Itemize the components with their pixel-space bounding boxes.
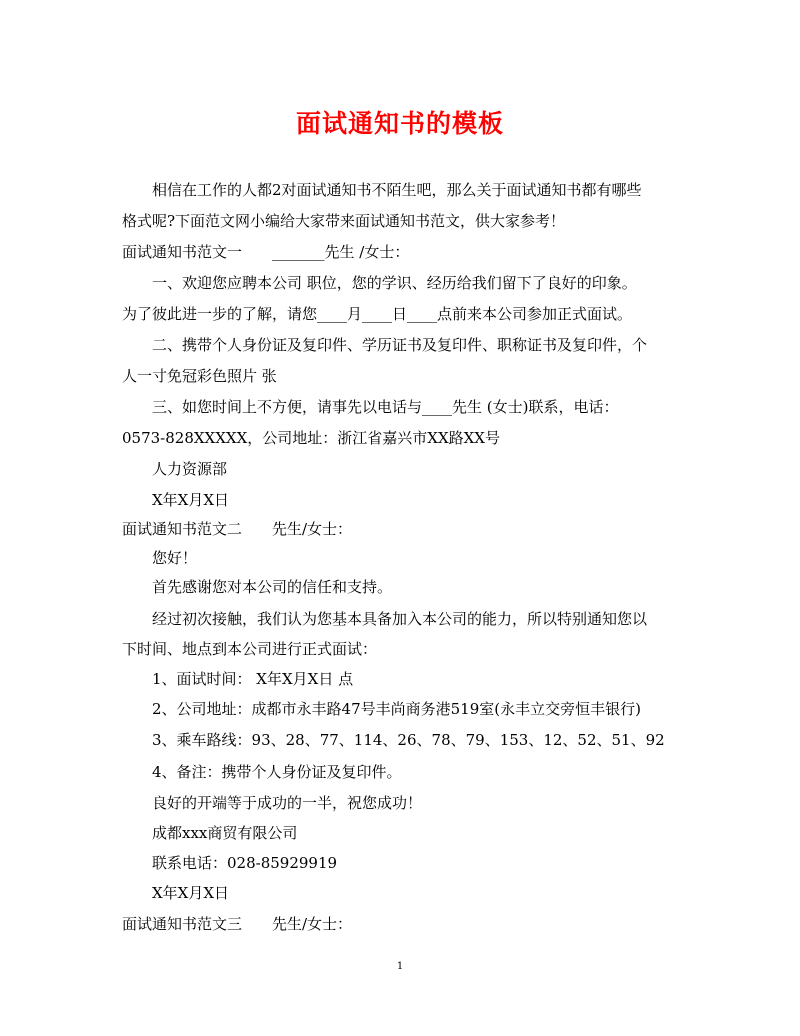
paragraph-line: 三、如您时间上不方便，请事先以电话与____先生 (女士)联系，电话： [152, 398, 619, 416]
sample-one-heading: 面试通知书范文一 _______先生 /女士： [122, 243, 410, 261]
greeting: 您好！ [152, 549, 198, 567]
list-item: 1、面试时间： X年X月X日 点 [152, 670, 354, 688]
list-item: 2、公司地址：成都市永丰路47号丰尚商务港519室(永丰立交旁恒丰银行) [152, 700, 641, 718]
paragraph-line: 人一寸免冠彩色照片 张 [122, 367, 277, 385]
list-item: 4、备注：携带个人身份证及复印件。 [152, 763, 402, 781]
sample-two-heading: 面试通知书范文二 先生/女士： [122, 520, 353, 538]
document-title: 面试通知书的模板 [295, 109, 504, 138]
signature-date: X年X月X日 [152, 491, 230, 509]
signature-company: 成都xxx商贸有限公司 [152, 824, 298, 842]
intro-line-1: 相信在工作的人都2对面试通知书不陌生吧，那么关于面试通知书都有哪些 [152, 181, 642, 199]
paragraph-line: 首先感谢您对本公司的信任和支持。 [152, 578, 393, 596]
list-item: 3、乘车路线：93、28、77、114、26、78、79、153、12、52、51、92 [152, 731, 665, 749]
paragraph-line: 下时间、地点到本公司进行正式面试： [122, 640, 378, 658]
page-number: 1 [396, 961, 404, 972]
signature-department: 人力资源部 [152, 460, 228, 478]
paragraph-line: 0573-828XXXXX，公司地址：浙江省嘉兴市XX路XX号 [122, 429, 500, 447]
paragraph-line: 二、携带个人身份证及复印件、学历证书及复印件、职称证书及复印件，个 [152, 336, 648, 354]
sample-three-heading: 面试通知书范文三 先生/女士： [122, 915, 353, 933]
paragraph-line: 经过初次接触，我们认为您基本具备加入本公司的能力，所以特别通知您以 [152, 610, 648, 628]
intro-line-2: 格式呢?下面范文网小编给大家带来面试通知书范文，供大家参考！ [122, 212, 566, 230]
closing-line: 良好的开端等于成功的一半，祝您成功！ [152, 794, 423, 812]
signature-date: X年X月X日 [152, 884, 230, 902]
paragraph-line: 一、欢迎您应聘本公司 职位，您的学识、经历给我们留下了良好的印象。 [152, 274, 637, 292]
paragraph-line: 为了彼此进一步的了解，请您____月____日____点前来本公司参加正式面试。 [122, 305, 633, 323]
signature-phone: 联系电话：028-85929919 [152, 854, 338, 872]
